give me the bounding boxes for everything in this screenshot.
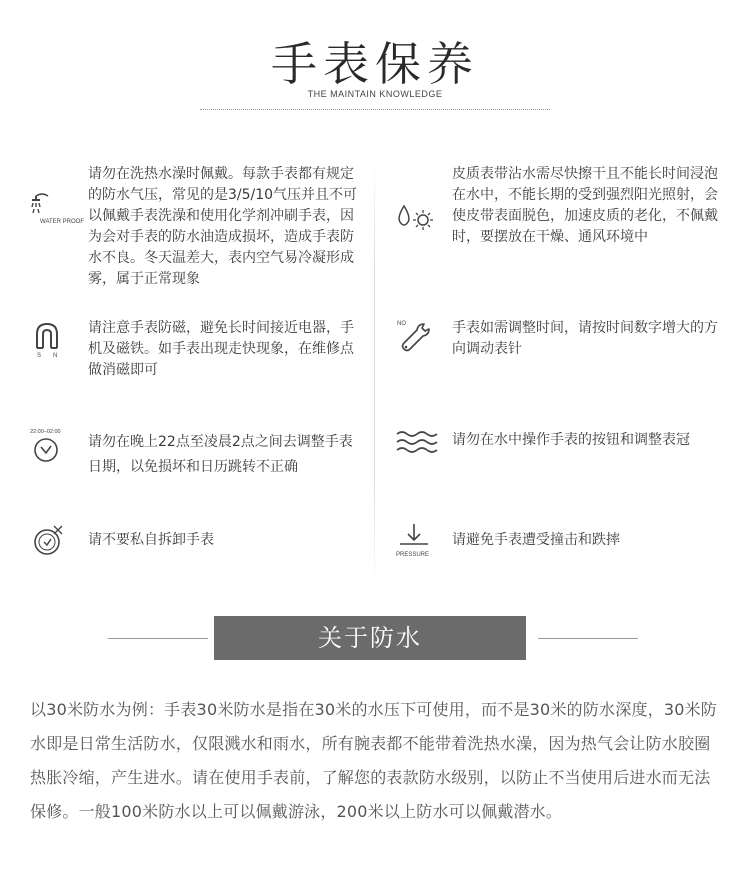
pressure-icon bbox=[392, 518, 436, 562]
magnet-south-label: S bbox=[37, 353, 42, 359]
magnet-north-label: N bbox=[53, 353, 58, 359]
water-proof-label: WATER PROOF bbox=[40, 219, 84, 225]
water-drop-sun-icon bbox=[392, 198, 436, 242]
vertical-divider bbox=[374, 160, 375, 590]
tip-text: 请勿在晚上22点至凌晨2点之间去调整手表日期，以免损坏和日历跳转不正确 bbox=[88, 434, 353, 475]
magnet-icon bbox=[26, 316, 70, 360]
wrench-icon bbox=[392, 316, 436, 360]
page-title: 手表保养 bbox=[271, 37, 479, 91]
watch-disassemble-icon bbox=[26, 518, 70, 562]
section-title: 关于防水 bbox=[214, 616, 526, 660]
tip-text: 皮质表带沾水需尽快擦干且不能长时间浸泡在水中，不能长期的受到强烈阳光照射，会使皮带表面脱色，加速皮质的老化，不佩戴时，要摆放在干燥、通风环境中 bbox=[452, 166, 718, 245]
tip-text: 请注意手表防磁，避免长时间接近电器，手机及磁铁。如手表出现走快现象，在维修点做消磁即可 bbox=[88, 320, 354, 378]
no-label: NO bbox=[397, 321, 406, 327]
clock-time-icon bbox=[26, 424, 70, 468]
water-waves-icon bbox=[394, 418, 438, 462]
shower-water-proof-icon bbox=[26, 190, 84, 234]
tip-text: 请避免手表遭受撞击和跌摔 bbox=[452, 532, 620, 548]
tip-text: 请不要私自拆卸手表 bbox=[88, 532, 214, 548]
page-subtitle: THE MAINTAIN KNOWLEDGE bbox=[307, 89, 443, 99]
tip-text: 手表如需调整时间，请按时间数字增大的方向调动表针 bbox=[452, 320, 718, 357]
tip-text: 请勿在洗热水澡时佩戴。每款手表都有规定的防水气压，常见的是3/5/10气压并且不可以佩戴手表洗澡和使用化学剂冲刷手表，因为会对手表的防水油造成损坏，造成手表防水不良。冬天温差大，表内空气易冷凝形成雾，属于正常现象 bbox=[88, 166, 358, 287]
time-range-label: 22:00–02:00 bbox=[30, 429, 61, 435]
tip-text: 请勿在水中操作手表的按钮和调整表冠 bbox=[452, 432, 690, 448]
banner-left-line bbox=[108, 638, 208, 639]
banner-right-line bbox=[538, 638, 638, 639]
waterproof-paragraph: 以30米防水为例：手表30米防水是指在30米的水压下可使用，而不是30米的防水深度，30米防水即是日常生活防水，仅限溅水和雨水，所有腕表都不能带着洗热水澡，因为热气会让防水胶圈热胀冷缩，产生进水。请在使用手表前，了解您的表款防水级别，以防止不当使用后进水而无法保修。一般100米防水以上可以佩戴游泳，200米以上防水可以佩戴潜水。 bbox=[30, 700, 717, 821]
dotted-divider bbox=[200, 109, 550, 110]
pressure-label: PRESSURE bbox=[396, 552, 430, 558]
